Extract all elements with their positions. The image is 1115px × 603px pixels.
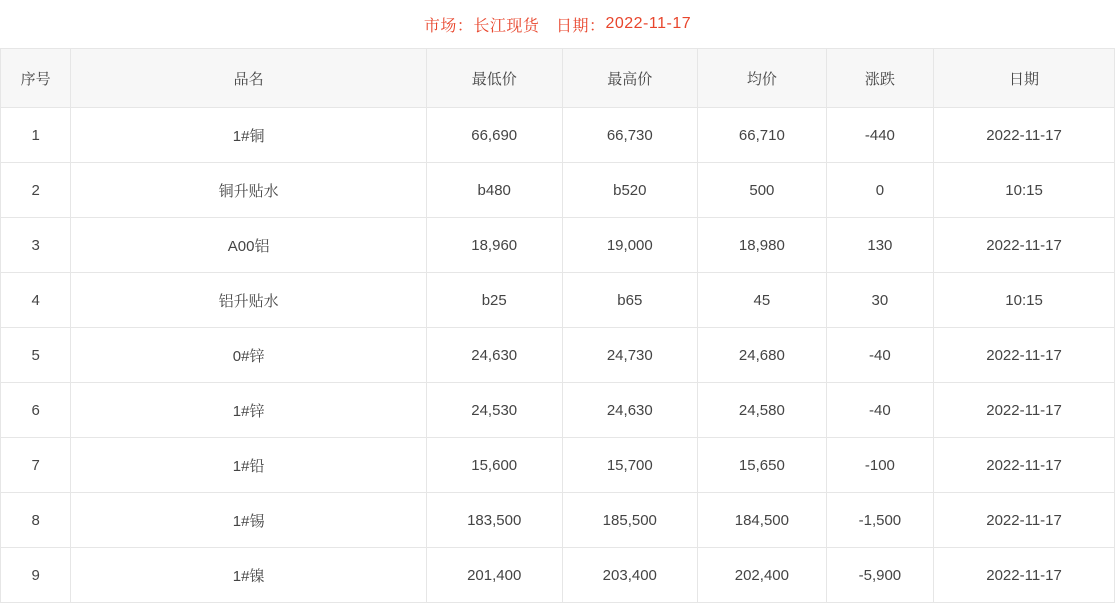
row-change: -100 — [826, 438, 933, 493]
table-header — [1, 49, 1115, 108]
column-header-date: 日期 — [934, 49, 1115, 108]
row-high-price: b65 — [562, 273, 698, 328]
row-date: 2022-11-17 — [934, 218, 1115, 273]
row-date: 2022-11-17 — [934, 328, 1115, 383]
table-row — [1, 218, 1115, 273]
row-low-price: 201,400 — [426, 548, 562, 603]
row-product-name: 铝升贴水 — [71, 273, 427, 328]
row-high-price: 15,700 — [562, 438, 698, 493]
column-header-index: 序号 — [1, 49, 71, 108]
table-row — [1, 493, 1115, 548]
metal-price-table — [0, 48, 1115, 603]
row-index: 8 — [1, 493, 71, 548]
row-change: -40 — [826, 328, 933, 383]
row-average-price: 15,650 — [698, 438, 827, 493]
row-date: 2022-11-17 — [934, 548, 1115, 603]
row-date: 2022-11-17 — [934, 383, 1115, 438]
row-change: -5,900 — [826, 548, 933, 603]
table-row — [1, 383, 1115, 438]
row-average-price: 184,500 — [698, 493, 827, 548]
row-index: 3 — [1, 218, 71, 273]
row-high-price: 66,730 — [562, 108, 698, 163]
date-value: 2022-11-17 — [605, 15, 692, 32]
market-date-header — [0, 0, 1115, 48]
table-row — [1, 108, 1115, 163]
row-average-price: 500 — [698, 163, 827, 218]
row-change: -440 — [826, 108, 933, 163]
column-header-low: 最低价 — [426, 49, 562, 108]
row-change: 30 — [826, 273, 933, 328]
row-change: -40 — [826, 383, 933, 438]
row-high-price: b520 — [562, 163, 698, 218]
market-label: 市场： — [423, 17, 474, 35]
row-product-name: 1#锡 — [71, 493, 427, 548]
row-date: 2022-11-17 — [934, 493, 1115, 548]
column-header-change: 涨跌 — [826, 49, 933, 108]
row-low-price: 183,500 — [426, 493, 562, 548]
header-gap — [539, 13, 556, 36]
table-header-row — [1, 49, 1115, 108]
row-product-name: 铜升贴水 — [71, 163, 427, 218]
row-average-price: 18,980 — [698, 218, 827, 273]
row-average-price: 202,400 — [698, 548, 827, 603]
row-product-name: 1#镍 — [71, 548, 427, 603]
row-high-price: 19,000 — [562, 218, 698, 273]
row-index: 4 — [1, 273, 71, 328]
row-index: 1 — [1, 108, 71, 163]
row-low-price: 66,690 — [426, 108, 562, 163]
row-product-name: 1#铅 — [71, 438, 427, 493]
row-high-price: 185,500 — [562, 493, 698, 548]
row-index: 2 — [1, 163, 71, 218]
row-high-price: 203,400 — [562, 548, 698, 603]
row-index: 7 — [1, 438, 71, 493]
row-average-price: 24,580 — [698, 383, 827, 438]
table-row — [1, 328, 1115, 383]
row-change: -1,500 — [826, 493, 933, 548]
table-body — [1, 108, 1115, 603]
row-low-price: 24,630 — [426, 328, 562, 383]
row-high-price: 24,630 — [562, 383, 698, 438]
table-row — [1, 438, 1115, 493]
row-low-price: b480 — [426, 163, 562, 218]
row-index: 9 — [1, 548, 71, 603]
row-high-price: 24,730 — [562, 328, 698, 383]
row-low-price: 15,600 — [426, 438, 562, 493]
row-index: 5 — [1, 328, 71, 383]
row-average-price: 45 — [698, 273, 827, 328]
row-product-name: 1#铜 — [71, 108, 427, 163]
row-average-price: 24,680 — [698, 328, 827, 383]
row-index: 6 — [1, 383, 71, 438]
row-date: 10:15 — [934, 163, 1115, 218]
row-product-name: A00铝 — [71, 218, 427, 273]
market-value: 长江现货 — [473, 17, 540, 35]
row-low-price: b25 — [426, 273, 562, 328]
row-date: 10:15 — [934, 273, 1115, 328]
row-low-price: 24,530 — [426, 383, 562, 438]
row-product-name: 1#锌 — [71, 383, 427, 438]
row-change: 130 — [826, 218, 933, 273]
row-low-price: 18,960 — [426, 218, 562, 273]
table-row — [1, 163, 1115, 218]
column-header-high: 最高价 — [562, 49, 698, 108]
row-change: 0 — [826, 163, 933, 218]
row-average-price: 66,710 — [698, 108, 827, 163]
column-header-product: 品名 — [71, 49, 427, 108]
row-date: 2022-11-17 — [934, 108, 1115, 163]
column-header-average: 均价 — [698, 49, 827, 108]
row-product-name: 0#锌 — [71, 328, 427, 383]
table-row — [1, 273, 1115, 328]
date-label: 日期： — [555, 17, 606, 35]
table-row — [1, 548, 1115, 603]
row-date: 2022-11-17 — [934, 438, 1115, 493]
